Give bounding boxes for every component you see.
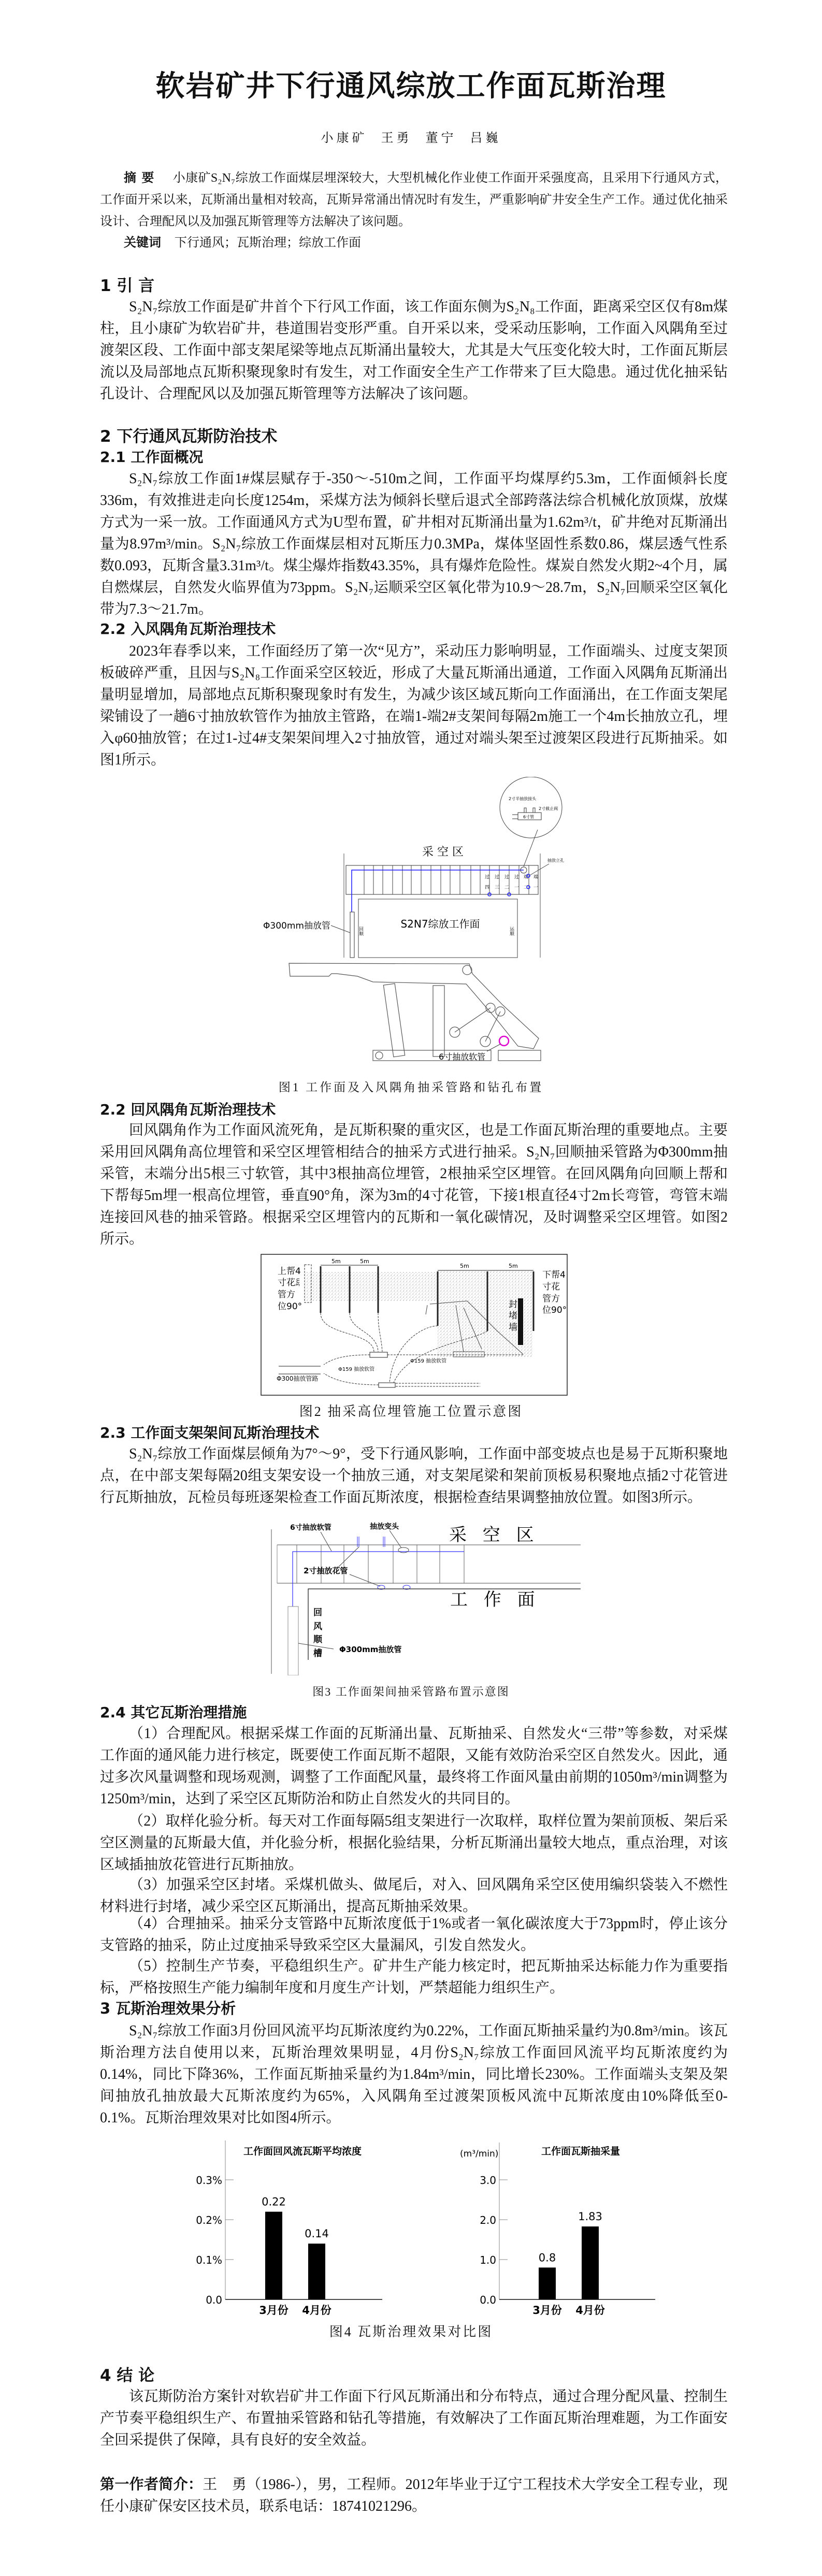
road-label: 顺 [313,1634,322,1645]
section-2-3-heading: 2.3 工作面支架架间瓦斯治理技术 [100,1424,320,1441]
lower-pipe-label: 位90° [542,1305,567,1315]
support-label-number: 一 [533,885,539,890]
support-label: 过 [495,875,500,880]
section-2-1-heading: 2.1 工作面概况 [100,448,204,466]
keywords [100,231,728,254]
support-label: 过 [485,875,490,880]
authors: 小康矿 王勇 董宁 吕巍 [321,132,501,145]
y-tick-label: 3.0 [480,2174,496,2187]
hose-label: Φ159 抽放软管 [338,1367,375,1372]
bar-3月份 [539,2267,556,2299]
bar-3月份 [265,2212,282,2299]
support-label: 端 [524,875,529,880]
transport-road-label: 运顺 [509,927,514,936]
section-2-2-heading: 2.2 入风隅角瓦斯治理技术 [100,620,276,638]
main-pipe-label: Φ300抽放管路 [277,1375,319,1382]
figure-1-caption: 图1 工作面及入风隅角抽采管路和钻孔布置 [278,1081,544,1094]
author-bio-label: 第一作者简介： [100,2476,203,2493]
figure-1-diagram [259,777,622,1082]
hose-label: Φ159 抽放软管 [410,1358,447,1364]
section-2-4-heading: 2.4 其它瓦斯治理措施 [100,1704,247,1721]
chart-title: 工作面回风流瓦斯平均浓度 [243,2146,362,2157]
support-label: 端 [533,875,539,880]
upper-pipe-label: 管方 [278,1290,295,1300]
workface-label: 工 作 面 [450,1589,540,1610]
y-tick-label: 0.2% [196,2214,222,2226]
section-2-2b-paragraph: 回风隅角作为工作面风流死角，是瓦斯积聚的重灾区，也是工作面瓦斯治理的重要地点。主要采用回风隅角高位埋管和采空区埋管相结合的抽采方式进行抽采。S₂N₇回顺抽采管路为Φ300mm抽采管，末端分出5根三寸软管，其中3根抽高位埋管，2根抽采空区埋管。在回风隅角向回顺上帮和下帮每5m埋一根高位埋管，垂直90°角，深为3m的4寸花管，下接1根直径4寸2m长弯管，弯管末端连接回风巷的抽采管路。根据采空区埋管内的瓦斯和一氧化碳情况，及时调整采空区埋管。如图2所示。 [100,1122,728,1247]
magnifier-leader [524,830,538,866]
section-2-1-paragraph: S₂N₇综放工作面1#煤层赋存于-350～-510m之间，工作面平均煤厚约5.3m，工作面倾斜长度336m，有效推进走向长度1254m，采煤方法为倾斜长壁后退式全部跨落法综合机械化放顶煤，放煤方式为一采一放。工作面通风方式为U型布置，矿井相对瓦斯涌出量为1.62m³/t，矿井绝对瓦斯涌出量为8.97m³/min。S₂N₇综放工作面煤层相对瓦斯压力0.3MPa，煤体坚固性系数0.86，煤层透气性系数0.093，瓦斯含量3.31m³/t。煤尘爆炸指数43.35%，具有爆炸危险性。煤炭自然发火期2~4个月，属自燃煤层，自然发火临界值为73ppm。S₂N₇运顺采空区氧化带为10.9～28.7m，S₂N₇回顺采空区氧化带为7.3～21.7m。 [100,471,728,617]
section-2-3-paragraph: S₂N₇综放工作面煤层倾角为7°～9°，受下行通风影响，工作面中部变坡点也是易于瓦斯积聚地点，在中部支架每隔20组支架安设一个抽放三通，对支架尾梁和架前顶板易积聚地点插2寸花管进行瓦斯抽放，瓦检员每班逐架检查工作面瓦斯浓度，根据检查结果调整抽放位置。如图3所示。 [100,1446,728,1506]
bar-value-label: 0.8 [538,2251,556,2264]
section-3-paragraph: S₂N₇综放工作面3月份回风流平均瓦斯浓度约为0.22%，工作面瓦斯抽采量约为0.8m³/min。该瓦斯治理方法自使用以来，瓦斯治理效果明显，4月份S₂N₇综放工作面回风流平均瓦斯浓度约为0.14%，同比下降36%，工作面瓦斯抽采量约为1.84m³/min，同比增长230%。工作面端头支架及架间抽放孔抽放最大瓦斯浓度约为65%，入风隅角至过渡架顶板风流中瓦斯浓度由10%降低至0-0.1%。瓦斯治理效果对比如图4所示。 [100,2023,728,2126]
keywords-label: 关键词 [124,235,161,250]
chart-title: 工作面瓦斯抽采量 [541,2146,621,2157]
y-tick-label: 1.0 [480,2254,496,2266]
y-tick-label: 0.0 [206,2294,222,2306]
keywords-text: 下行通风；瓦斯治理；综放工作面 [175,236,361,250]
wall-label: 墙 [509,1322,517,1333]
measure-item-3: （3）加强采空区封堵。采煤机做头、做尾后，对入、回风隅角采空区使用编织袋装入不燃性材料进行封堵，减少采空区瓦斯涌出，提高瓦斯抽采效果。 [100,1877,728,1915]
spacing-label: 5m [331,1258,341,1265]
goaf-label: 采 空 区 [449,1525,539,1545]
hose-label: 6寸抽放软管 [439,1052,486,1062]
wall-label: 堵 [509,1311,517,1321]
road-label: 槽 [313,1648,322,1659]
support-label-number: 二 [504,885,510,890]
upper-rock-zone [305,1272,438,1301]
return-road-label: 回顺 [358,927,363,936]
measure-item-2: （2）取样化验分析。每天对工作面每隔5组支架进行一次取样，取样位置为架前顶板、架后采空区测量的瓦斯最大值，并化验分析，根据化验结果，分析瓦斯涌出量较大地点，重点治理，对该区域插抽放花管进行瓦斯抽放。 [100,1813,728,1873]
section-2-2b-heading: 2.2 回风隅角瓦斯治理技术 [100,1101,276,1118]
figure-3-diagram [254,1517,585,1675]
bar-value-label: 0.22 [262,2195,286,2208]
goaf-label: 采 空 区 [422,846,464,859]
main-pipe [350,912,354,958]
section-3-heading: 3 瓦斯治理效果分析 [100,2000,236,2017]
y-tick-label: 2.0 [480,2214,496,2226]
measure-item-4: （4）合理抽采。抽采分支管路中瓦斯浓度低于1%或者一氧化碳浓度大于73ppm时，停止该分支管路的抽采，防止过度抽采导致采空区大量漏风，引发自然发火。 [100,1916,728,1953]
main-pipe [288,1607,298,1675]
lower-pipe-label: 寸花 [542,1282,560,1292]
section-2-heading: 2 下行通风瓦斯防治技术 [100,427,278,446]
section-1-heading: 1 引 言 [100,277,155,295]
bar-value-label: 1.83 [578,2210,602,2223]
manifold [379,1383,395,1387]
sealing-wall [518,1298,523,1345]
lower-pipe-label: 下帮4 [542,1270,566,1280]
hose-label: 6寸抽放软管 [290,1524,331,1532]
valve-label: 2寸截止阀 [539,806,558,811]
bar-4月份 [582,2226,599,2299]
x-category-label: 3月份 [259,2304,289,2317]
figure-2-caption: 图2 抽采高位埋管施工位置示意图 [299,1404,523,1419]
support-label-number: 二 [524,885,529,890]
author-bio-text: 王 勇（1986-），男，工程师。2012年毕业于辽宁工程技术大学安全工程专业，现任小康矿保安区技术员，联系电话：18741021296。 [100,2477,728,2514]
manifold [370,1352,387,1357]
road-label: 回 [313,1608,322,1618]
spacing-label: 5m [460,1263,469,1269]
road-label: 风 [313,1622,322,1632]
pipe-6-label: 6寸管 [523,815,535,819]
flower-pipe-label: 2寸抽放花管 [304,1566,348,1575]
section-4-paragraph: 该瓦斯防治方案针对软岩矿井工作面下行风瓦斯涌出和分布特点，通过合理分配风量、控制生产节奏平稳组织生产、布置抽采管路和钻孔等措施，有效解决了工作面瓦斯治理难题，为工作面安全回采提供了保障，具有良好的安全效益。 [100,2389,728,2448]
y-tick-label: 0.3% [196,2174,222,2187]
measure-item-5: （5）控制生产节奏，平稳组织生产。矿井生产能力核定时，把瓦斯抽采达标能力作为重要指标，严格按照生产能力编制年度和月度生产计划，严禁超能力组织生产。 [100,1958,728,1996]
abstract-label: 摘要 [124,170,160,185]
x-category-label: 3月份 [532,2304,562,2317]
figure-3-caption: 图3 工作面架间抽采管路布置示意图 [312,1685,510,1698]
x-category-label: 4月份 [575,2304,605,2317]
y-axis-unit: (m³/min) [460,2149,499,2159]
support-label-number: 四 [485,885,490,890]
y-tick-label: 0.1% [196,2254,222,2266]
upper-pipe-label: 上帮4 [278,1266,301,1277]
abstract [100,167,728,233]
figure-2-diagram [254,1253,575,1398]
support-label: 过 [514,875,520,880]
section-2-2-paragraph: 2023年春季以来，工作面经历了第一次“见方”，采动压力影响明显，工作面端头、过度支架顶板破碎严重，且因与S₂N₈工作面采空区较近，形成了大量瓦斯涌出通道，工作面入风隅角瓦斯涌出量明显增加，局部地点瓦斯积聚现象时有发生，为减少该区域瓦斯向工作面涌出，在工作面支架尾梁铺设了一趟6寸抽放软管作为抽放主管路，在端1-端2#支架间每隔2m施工一个4m长抽放立孔，埋入φ60抽放管；在过1-过4#支架架间埋入2寸抽放管，通过对端头架至过渡架区段进行瓦斯抽采。如图1所示。 [100,643,728,768]
abstract-text: 小康矿S₂N₇综放工作面煤层埋深较大，大型机械化作业使工作面开采强度高，且采用下行通风方式，工作面开采以来，瓦斯涌出量相对较高，瓦斯异常涌出情况时有发生，严重影响矿井安全生产工作。通过优化抽采设计、合理配风以及加强瓦斯管理等方法解决了该问题。 [100,171,728,228]
spacing-label: 5m [360,1258,369,1265]
section-1-paragraph: S₂N₇综放工作面是矿井首个下行风工作面，该工作面东侧为S₂N₈工作面，距离采空区仅有8m煤柱，且小康矿为软岩矿井，巷道围岩变形严重。自开采以来，受采动压影响，工作面入风隅角至过渡架区段、工作面中部支架尾梁等地点瓦斯涌出量较大，尤其是大气压变化较大时，工作面瓦斯层流以及局部地点瓦斯积聚现象时有发生，对工作面安全生产工作带来了巨大隐患。通过优化抽采钻孔设计、合理配风以及加强瓦斯管理等方法解决了该问题。 [100,299,728,402]
depth-label: 3m [295,1278,301,1286]
support-label-number: 一 [514,885,520,890]
spacing-label: 5m [509,1263,518,1269]
author-bio [100,2473,728,2517]
support-label-number: 三 [495,885,500,890]
adapter-label: 抽放变头 [370,1523,399,1531]
hole-label: 抽放立孔 [547,858,564,863]
section-4-heading: 4 结 论 [100,2366,155,2385]
workface-label: S2N7综放工作面 [400,918,480,930]
x-category-label: 4月份 [302,2304,331,2317]
bar-value-label: 0.14 [305,2227,329,2240]
support-label: 过 [504,875,510,880]
joint-label: 2寸半抽放接头 [509,797,537,801]
upper-pipe-label: 位90° [278,1301,302,1312]
suction-hose-line [293,1552,464,1607]
figure-4-caption: 图4 瓦斯治理效果对比图 [329,2324,493,2339]
measure-item-1: （1）合理配风。根据采煤工作面的瓦斯涌出量、瓦斯抽采、自然发火“三带”等参数，对采煤工作面的通风能力进行核定，既要使工作面瓦斯不超限，又能有效防治采空区自然发火。因此，通过多次风量调整和现场观测，调整了工作面配风量，最终将工作面风量由前期的1050m³/min调整为1250m³/min，达到了采空区瓦斯防治和防止自然发火的共同目的。 [100,1726,728,1807]
hose-section-marker [499,1036,509,1046]
y-tick-label: 0.0 [480,2294,496,2306]
figure-4-charts [0,2134,822,2320]
upper-pipe-label: 寸花 [278,1278,295,1288]
wall-label: 封 [509,1299,517,1310]
main-pipe-label: Φ300mm抽放管 [263,921,330,931]
lower-pipe-label: 管方 [542,1294,560,1304]
bar-4月份 [308,2244,325,2299]
paper-title: 软岩矿井下行通风综放工作面瓦斯治理 [155,69,667,103]
main-pipe-label: Φ300mm抽放管 [339,1645,402,1654]
